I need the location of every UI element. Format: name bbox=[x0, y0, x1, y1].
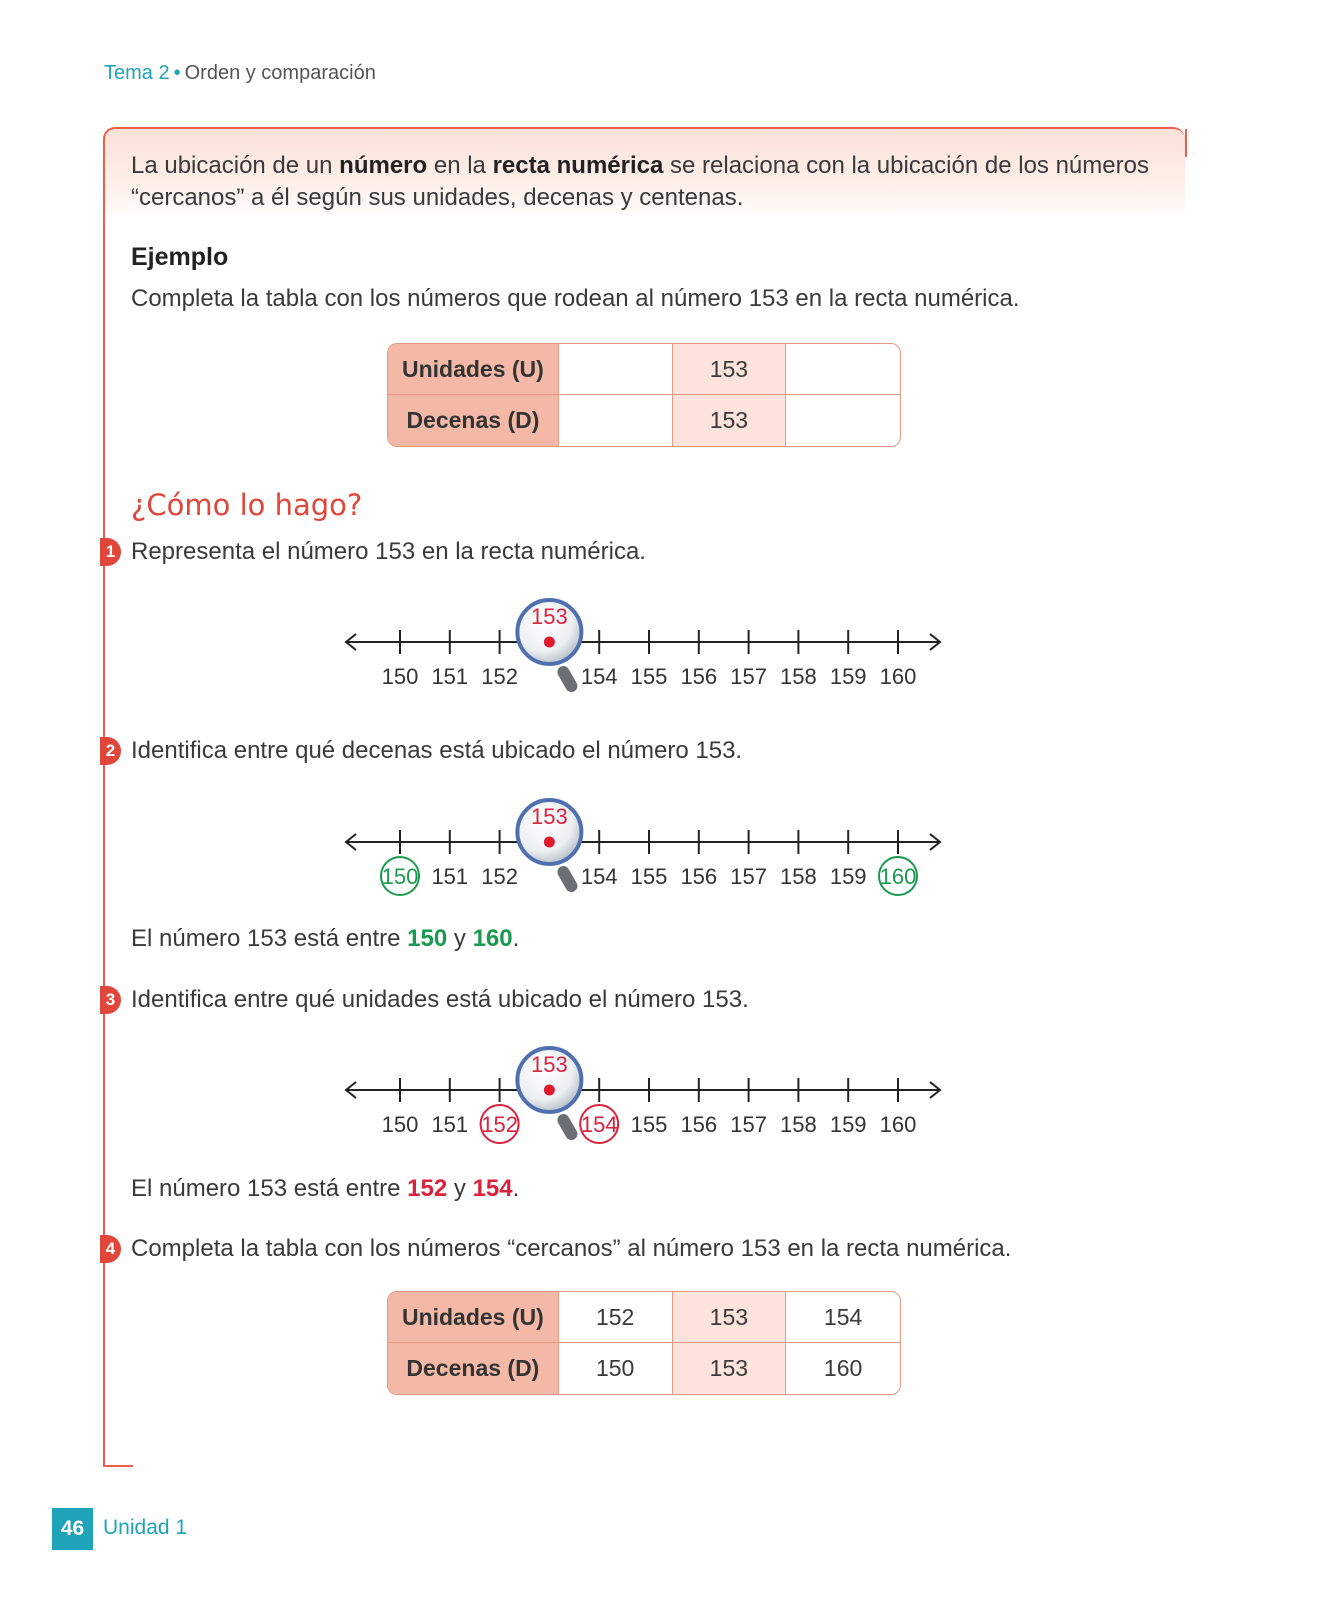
tick-label: 154 bbox=[580, 1112, 618, 1137]
tick-label: 157 bbox=[730, 664, 767, 689]
row-header-decenas: Decenas (D) bbox=[388, 395, 559, 446]
step-number-1: 1 bbox=[100, 538, 121, 566]
step-2-text: Identifica entre qué decenas está ubicado el número 153. bbox=[131, 737, 743, 764]
step-4-text: Completa la tabla con los números “cercanos” al número 153 en la recta numérica. bbox=[131, 1235, 1012, 1262]
tick-label: 160 bbox=[879, 664, 917, 689]
tick-label: 150 bbox=[381, 1112, 419, 1137]
table-row bbox=[388, 395, 900, 446]
page-number: 46 bbox=[52, 1508, 93, 1550]
table-cell: 153 bbox=[673, 395, 787, 446]
tick-label: 151 bbox=[431, 664, 469, 689]
tick-label: 159 bbox=[829, 1112, 867, 1137]
highlight-label: 153 bbox=[531, 804, 568, 829]
result-decena-low: 150 bbox=[407, 925, 448, 952]
highlight-point bbox=[544, 637, 555, 648]
number-line-2 bbox=[338, 790, 958, 900]
page-header bbox=[104, 62, 376, 85]
tick-label: 156 bbox=[680, 1112, 718, 1137]
tick-label: 154 bbox=[580, 664, 618, 689]
tick-label: 160 bbox=[879, 1112, 917, 1137]
table-cell: 153 bbox=[673, 344, 787, 395]
result-decena-high: 160 bbox=[472, 925, 513, 952]
tick-label: 158 bbox=[780, 864, 817, 889]
intro-bold-numero: número bbox=[339, 152, 428, 179]
highlight-label: 153 bbox=[531, 604, 568, 629]
header-subtitle: Orden y comparación bbox=[184, 62, 376, 84]
number-line-3 bbox=[338, 1038, 958, 1148]
tick-label: 156 bbox=[680, 664, 718, 689]
magnifier-handle bbox=[563, 1120, 571, 1134]
magnifier-handle bbox=[563, 672, 571, 686]
tick-label: 160 bbox=[879, 864, 917, 889]
ejemplo-title: Ejemplo bbox=[131, 243, 229, 271]
step-3-text: Identifica entre qué unidades está ubicado el número 153. bbox=[131, 986, 749, 1013]
tick-label: 154 bbox=[580, 864, 618, 889]
tick-label: 152 bbox=[481, 664, 518, 689]
result-decenas: El número 153 está entre 150 y 160. bbox=[131, 925, 520, 952]
tick-label: 156 bbox=[680, 864, 718, 889]
tick-label: 157 bbox=[730, 864, 767, 889]
tick-label: 159 bbox=[829, 864, 867, 889]
result-unidades: El número 153 está entre 152 y 154. bbox=[131, 1175, 520, 1202]
tick-label: 150 bbox=[381, 664, 419, 689]
answer-table bbox=[387, 1291, 901, 1395]
step-number-4: 4 bbox=[100, 1235, 121, 1263]
como-lo-hago-title: ¿Cómo lo hago? bbox=[131, 488, 363, 522]
result-unidad-low: 152 bbox=[407, 1175, 448, 1202]
intro-line-1: La ubicación de un número en la recta numérica se relaciona con la ubicación de los números bbox=[131, 152, 1149, 179]
highlight-point bbox=[544, 1085, 555, 1096]
tick-label: 155 bbox=[630, 864, 668, 889]
table-row bbox=[388, 344, 900, 395]
step-1-text: Representa el número 153 en la recta numérica. bbox=[131, 538, 646, 565]
tick-label: 150 bbox=[381, 864, 419, 889]
tick-label: 159 bbox=[829, 664, 867, 689]
intro-bold-recta: recta numérica bbox=[492, 152, 664, 179]
table-cell: 160 bbox=[823, 1355, 863, 1381]
row-header-unidades: Unidades (U) bbox=[388, 1292, 559, 1343]
table-row bbox=[388, 1343, 900, 1394]
tick-label: 151 bbox=[431, 864, 469, 889]
intro-line-2: “cercanos” a él según sus unidades, decenas y centenas. bbox=[131, 184, 744, 211]
table-row bbox=[388, 1292, 900, 1343]
magnifier-handle bbox=[563, 872, 571, 886]
result-unidad-high: 154 bbox=[472, 1175, 513, 1202]
tick-label: 155 bbox=[630, 1112, 668, 1137]
example-table bbox=[387, 343, 901, 447]
number-line-1 bbox=[338, 590, 958, 700]
ejemplo-instruction: Completa la tabla con los números que rodean al número 153 en la recta numérica. bbox=[131, 285, 1020, 312]
table-cell: 153 bbox=[673, 1343, 787, 1394]
tick-label: 151 bbox=[431, 1112, 469, 1137]
highlight-label: 153 bbox=[531, 1052, 568, 1077]
table-cell bbox=[786, 395, 900, 446]
table-cell: 150 bbox=[559, 1343, 673, 1394]
table-cell: 152 bbox=[559, 1292, 673, 1343]
row-header-unidades: Unidades (U) bbox=[388, 344, 559, 395]
header-separator: • bbox=[173, 62, 181, 84]
row-header-decenas: Decenas (D) bbox=[388, 1343, 559, 1394]
tick-label: 152 bbox=[481, 864, 518, 889]
table-cell bbox=[786, 344, 900, 395]
unit-label: Unidad 1 bbox=[103, 1516, 188, 1539]
table-cell bbox=[559, 344, 673, 395]
table-cell: 154 bbox=[786, 1292, 900, 1343]
tick-label: 157 bbox=[730, 1112, 767, 1137]
tick-label: 155 bbox=[630, 664, 668, 689]
header-tema: Tema 2 bbox=[104, 62, 170, 84]
table-cell: 153 bbox=[673, 1292, 787, 1343]
table-cell bbox=[559, 395, 673, 446]
step-number-2: 2 bbox=[100, 737, 121, 765]
step-number-3: 3 bbox=[100, 986, 121, 1014]
highlight-point bbox=[544, 837, 555, 848]
tick-label: 158 bbox=[780, 664, 817, 689]
tick-label: 158 bbox=[780, 1112, 817, 1137]
tick-label: 152 bbox=[481, 1112, 518, 1137]
frame-bottom-edge bbox=[103, 1465, 133, 1467]
